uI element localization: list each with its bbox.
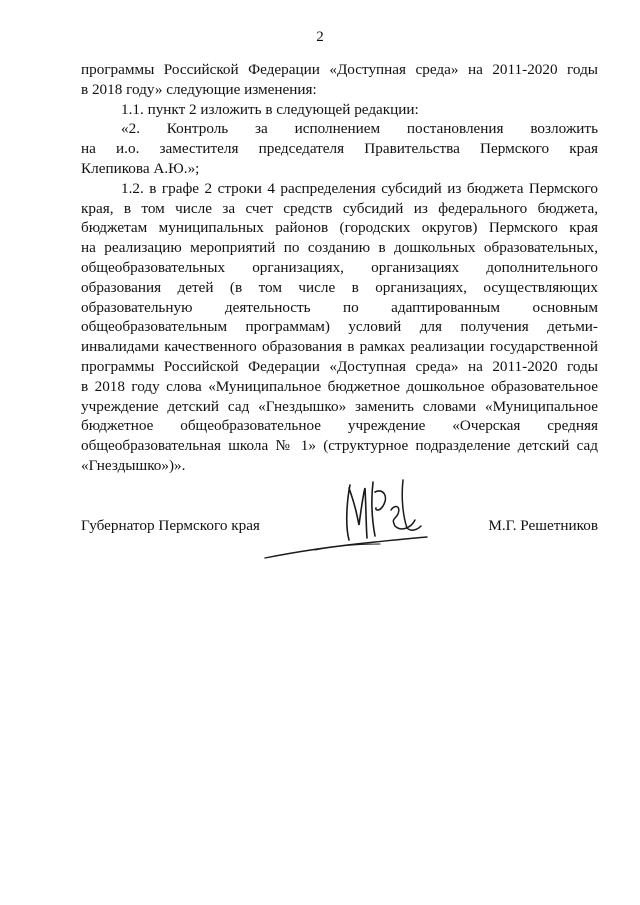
text-line: общеобразовательных организациях, организациях дополнительного — [81, 258, 598, 276]
text-line: на реализацию мероприятий по созданию в дошкольных образовательных, — [81, 239, 598, 257]
text-line: в 2018 году слова «Муниципальное бюджетное дошкольное образовательное — [81, 377, 598, 395]
text-line: «2. Контроль за исполнением постановления возложить — [121, 120, 598, 138]
text-line: 1.1. пункт 2 изложить в следующей редакции: — [121, 100, 419, 118]
document-body — [81, 60, 598, 476]
signature-row — [81, 516, 598, 540]
text-line: общеобразовательным программам) условий для получения детьми- — [81, 318, 598, 336]
page-number: 2 — [316, 29, 324, 45]
text-line: бюджетам муниципальных районов (городских округов) Пермского края — [81, 219, 598, 237]
signatory-name: М.Г. Решетников — [488, 517, 598, 534]
text-line: учреждение детский сад «Гнездышко» заменить словами «Муниципальное — [81, 397, 598, 415]
text-line: программы Российской Федерации «Доступная среда» на 2011-2020 годы — [81, 357, 598, 375]
text-line: образования детей (в том числе в организациях, осуществляющих — [81, 278, 598, 296]
signatory-position: Губернатор Пермского края — [81, 517, 260, 534]
text-line: программы Российской Федерации «Доступная среда» на 2011-2020 годы — [81, 61, 598, 78]
text-line: Клепикова А.Ю.»; — [81, 159, 200, 177]
text-line: «Гнездышко»)». — [81, 456, 186, 474]
text-line: на и.о. заместителя председателя Правительства Пермского края — [81, 140, 598, 158]
text-line: общеобразовательная школа № 1» (структурное подразделение детский сад — [81, 437, 598, 455]
text-line: 1.2. в графе 2 строки 4 распределения субсидий из бюджета Пермского — [121, 179, 598, 197]
text-line: бюджетное общеобразовательное учреждение «Очерская средняя — [81, 417, 598, 435]
text-line: края, в том числе за счет средств субсидий из федерального бюджета, — [81, 199, 598, 217]
text-line: в 2018 году» следующие изменения: — [81, 80, 317, 98]
text-line: инвалидами качественного образования в рамках реализации государственной — [81, 338, 598, 356]
text-line: образовательную деятельность по адаптированным основным — [81, 298, 598, 316]
